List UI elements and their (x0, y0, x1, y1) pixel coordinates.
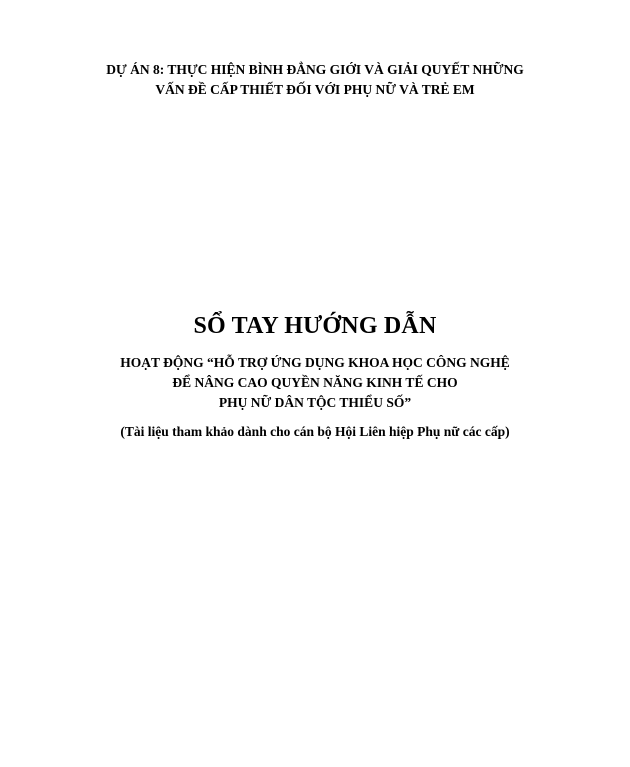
subtitle-line-1: HOẠT ĐỘNG “HỖ TRỢ ỨNG DỤNG KHOA HỌC CÔNG NGHỆ (120, 355, 510, 370)
project-heading-line-2: VẤN ĐỀ CẤP THIẾT ĐỐI VỚI PHỤ NỮ VÀ TRẺ EM (155, 82, 475, 97)
subtitle-line-2: ĐỂ NÂNG CAO QUYỀN NĂNG KINH TẾ CHO (172, 375, 458, 390)
subtitle-line-3: PHỤ NỮ DÂN TỘC THIỂU SỐ” (218, 395, 412, 410)
document-title: SỔ TAY HƯỚNG DẪN (193, 313, 437, 339)
reference-note: (Tài liệu tham khảo dành cho cán bộ Hội Liên hiệp Phụ nữ các cấp) (120, 424, 510, 439)
project-heading-line-1: DỰ ÁN 8: THỰC HIỆN BÌNH ĐẲNG GIỚI VÀ GIẢI QUYẾT NHỮNG (106, 62, 524, 77)
